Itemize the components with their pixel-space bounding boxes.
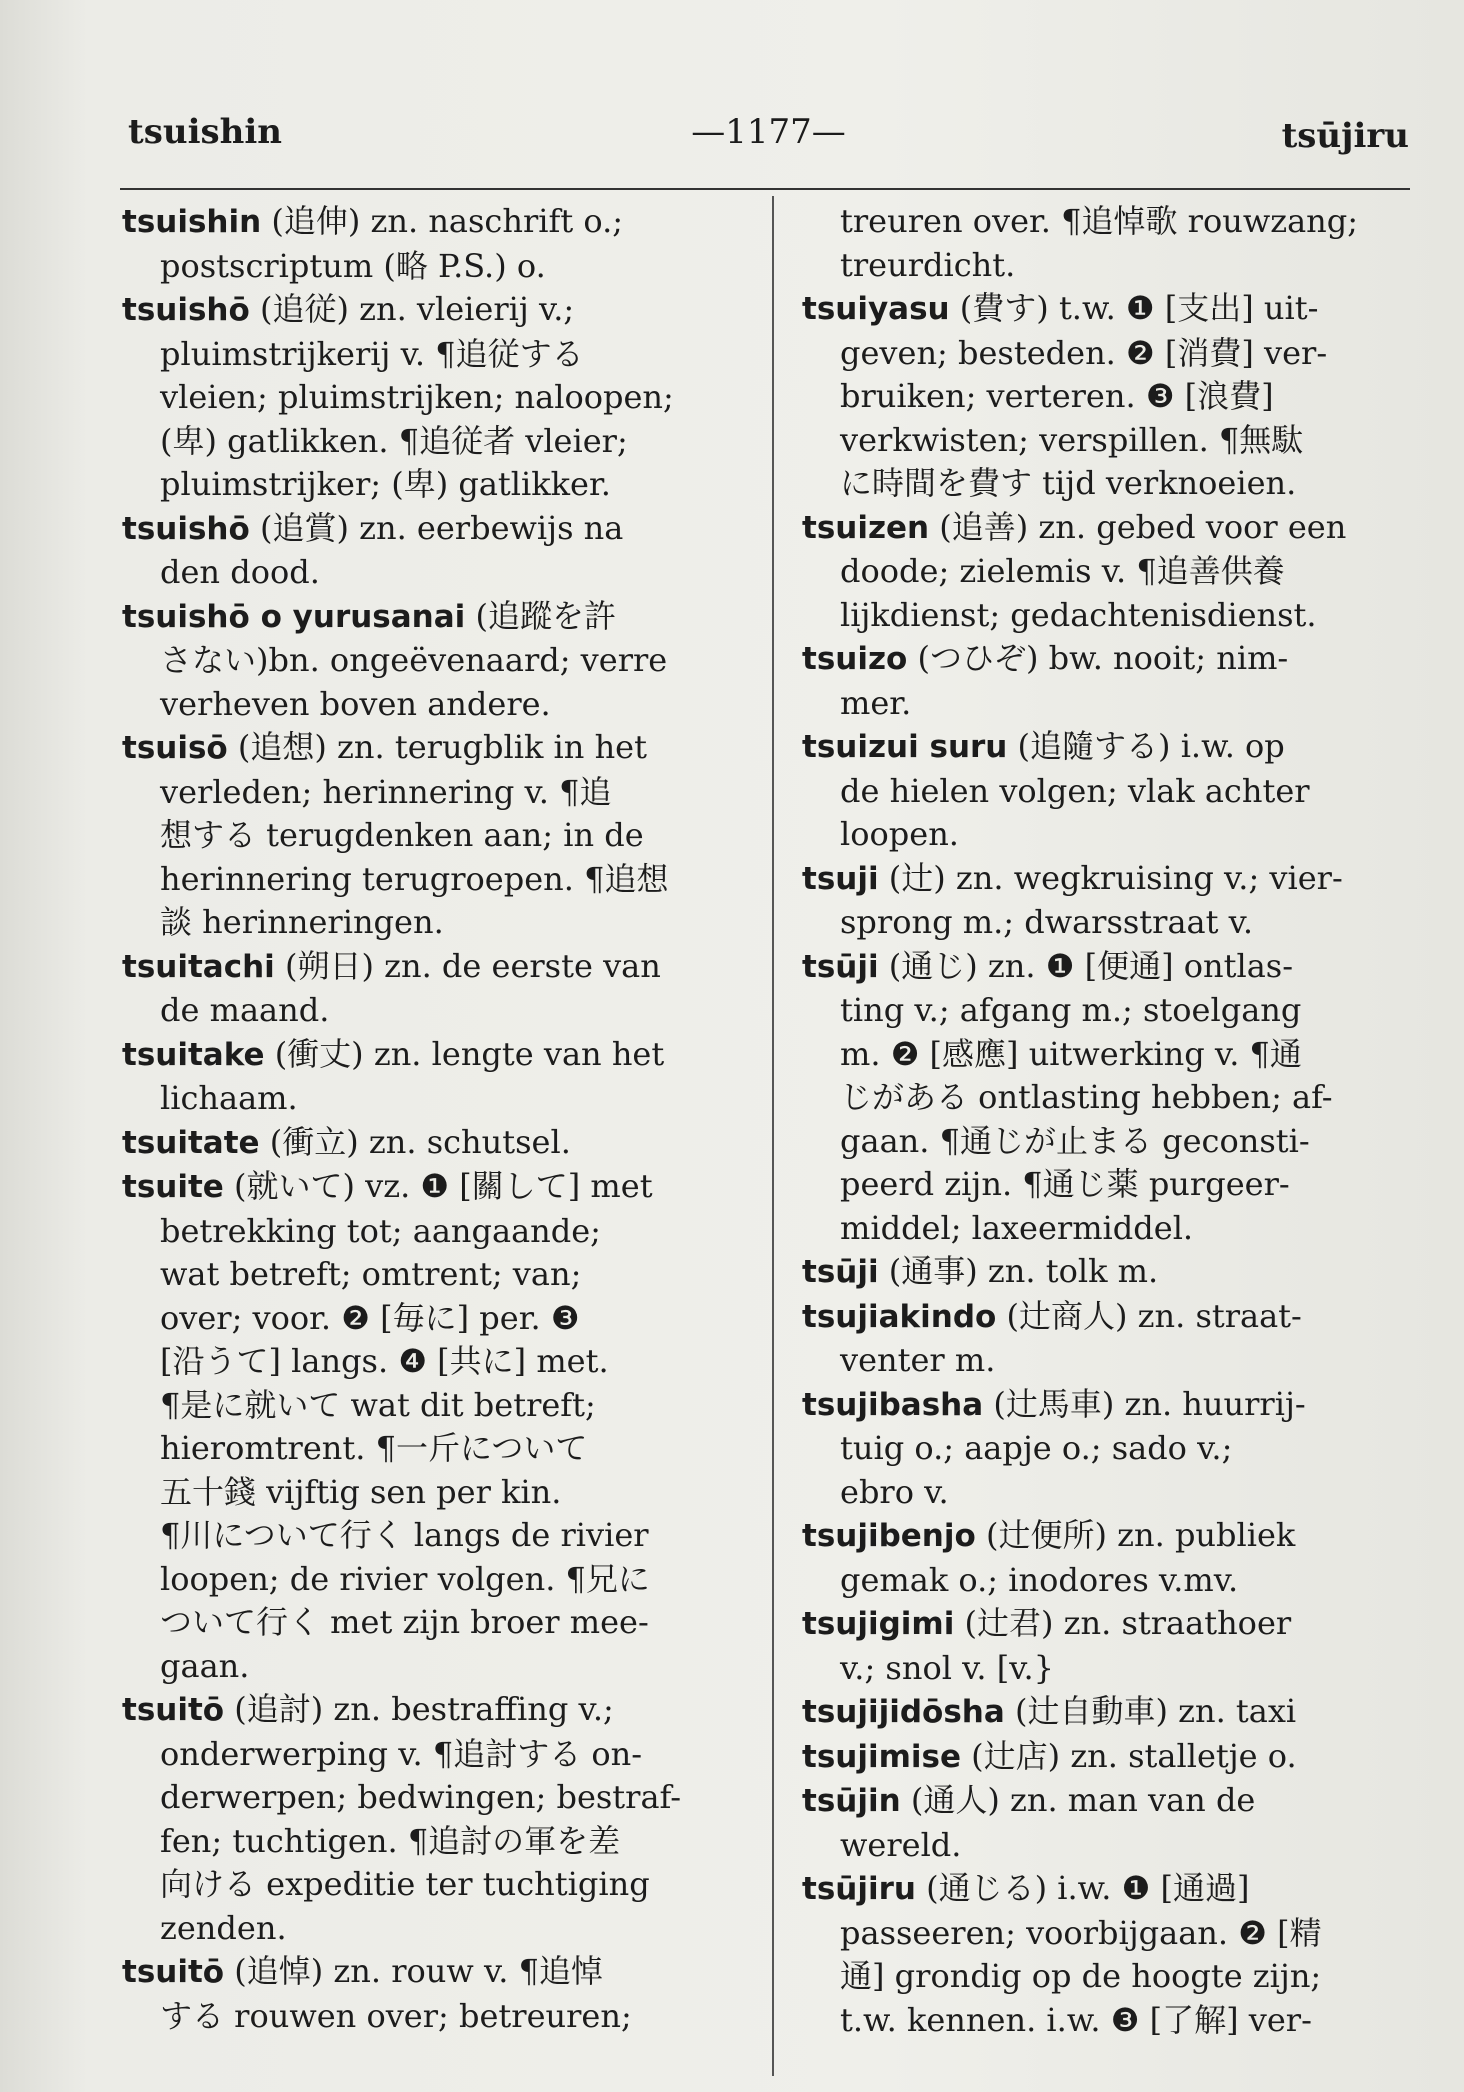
entry-line (122, 1340, 748, 1384)
definition-text: vleien; pluimstrijken; naloopen; (160, 378, 674, 416)
headword: tsuishō (122, 510, 250, 547)
entry-line (802, 1647, 1426, 1691)
entry-line (122, 1820, 748, 1864)
dictionary-entry (802, 1602, 1426, 1690)
dictionary-entry (802, 287, 1426, 506)
dictionary-entry (122, 1165, 748, 1688)
entry-line (802, 375, 1426, 419)
entry-line (802, 1779, 1426, 1824)
right-column (802, 200, 1426, 2042)
definition-text: m. ❷ [感應] uitwerking v. ¶通 (840, 1034, 1302, 1073)
dictionary-entry (122, 595, 748, 727)
entry-line (802, 1602, 1426, 1647)
entry-line (122, 463, 748, 507)
entry-line (802, 594, 1426, 638)
definition-text: ¶是に就いて wat dit betreft; (160, 1385, 596, 1424)
definition-text: (就いて) vz. ❶ [關して] met (233, 1167, 653, 1205)
headword: tsujibenjo (802, 1518, 976, 1554)
definition-text: den dood. (160, 553, 320, 591)
definition-text: doode; zielemis v. ¶追善供養 (840, 552, 1285, 590)
entry-line (802, 1427, 1426, 1471)
dictionary-entry (122, 507, 748, 595)
entry-line (122, 1210, 748, 1254)
definition-text: pluimstrijkerij v. ¶追従する (160, 334, 584, 373)
definition-text: (辻馬車) zn. huurrij- (993, 1384, 1306, 1423)
entry-line (122, 1033, 748, 1078)
definition-text: zenden. (160, 1908, 287, 1947)
dictionary-entry (802, 1383, 1426, 1515)
definition-text: de maand. (160, 991, 330, 1029)
definition-text: (衝立) zn. schutsel. (269, 1122, 571, 1161)
definition-text: (追従) zn. vleierij v.; (259, 290, 575, 328)
headword: tsujijidōsha (802, 1694, 1005, 1730)
column-divider (772, 196, 774, 2076)
entry-line (802, 332, 1426, 376)
definition-text: (通じる) i.w. ❶ [通過] (926, 1869, 1250, 1907)
definition-text: (追隨する) i.w. op (1017, 727, 1285, 765)
dictionary-entry (802, 1514, 1426, 1602)
definition-text: sprong m.; dwarsstraat v. (840, 903, 1254, 941)
entry-line (802, 419, 1426, 463)
entry-line (802, 287, 1426, 332)
definition-text: 五十錢 vijftig sen per kin. (160, 1472, 562, 1511)
dictionary-entry (122, 726, 748, 945)
definition-text: (つひぞ) bw. nooit; nim- (917, 639, 1289, 677)
entry-line (122, 200, 748, 245)
dictionary-entry (802, 857, 1426, 945)
headword: tsujigimi (802, 1606, 955, 1642)
entry-line (802, 1999, 1426, 2043)
definition-text: (通じ) zn. ❶ [便通] ontlas- (888, 946, 1294, 985)
definition-text: de hielen volgen; vlak achter (840, 771, 1310, 810)
definition-text: verheven boven andere. (160, 684, 551, 723)
dictionary-entry (802, 1690, 1426, 1735)
definition-text: (辻) zn. wegkruising v.; vier- (888, 858, 1343, 897)
definition-text: geven; besteden. ❷ [消費] ver- (840, 333, 1328, 372)
definition-text: (朔日) zn. de eerste van (284, 946, 661, 985)
page-number: —1177— (691, 112, 846, 152)
entry-line (802, 989, 1426, 1033)
headword: tsuishō (122, 292, 250, 328)
entry-line (802, 637, 1426, 682)
definition-text: fen; tuchtigen. ¶追討の軍を差 (160, 1821, 621, 1860)
headword: tsuitō (122, 1954, 225, 1990)
definition-text: derwerpen; bedwingen; bestraf- (160, 1778, 682, 1816)
definition-text: middel; laxeermiddel. (840, 1208, 1194, 1247)
definition-text: (辻商人) zn. straat- (1006, 1296, 1302, 1335)
entry-line (122, 1077, 748, 1121)
running-head (128, 112, 1409, 162)
entry-line (802, 1163, 1426, 1207)
definition-text: lijkdienst; gedachtenisdienst. (840, 595, 1317, 634)
entry-line (802, 1912, 1426, 1956)
definition-text: (追善) zn. gebed voor een (939, 507, 1347, 546)
entry-line (802, 770, 1426, 814)
definition-text: betrekking tot; aangaande; (160, 1211, 601, 1250)
headword: tsūji (802, 1254, 879, 1290)
entry-line (122, 1384, 748, 1428)
entry-line (802, 1339, 1426, 1383)
headword: tsūji (802, 948, 879, 985)
dictionary-entry (802, 637, 1426, 725)
entry-line (122, 639, 748, 683)
definition-text: gemak o.; inodores v.mv. (840, 1560, 1239, 1599)
definition-text: (辻自動車) zn. taxi (1014, 1692, 1297, 1730)
left-column (122, 200, 748, 2038)
definition-text: (追討) zn. bestraffing v.; (234, 1690, 614, 1728)
definition-text: gaan. ¶通じが止まる geconsti- (840, 1121, 1310, 1160)
definition-text: ¶川について行く langs de rivier (160, 1516, 649, 1554)
entry-line (802, 1514, 1426, 1559)
headword: tsuizen (802, 509, 930, 546)
definition-text: gaan. (160, 1646, 250, 1685)
entry-line (802, 1076, 1426, 1120)
entry-line (122, 989, 748, 1033)
headword: tsuitake (122, 1036, 265, 1073)
entry-line (122, 1471, 748, 1515)
definition-text: v.; snol v. [v.} (840, 1648, 1055, 1687)
entry-line (122, 683, 748, 727)
definition-text: ついて行く met zijn broer mee- (160, 1603, 649, 1641)
definition-text: ting v.; afgang m.; stoelgang (840, 991, 1302, 1029)
entry-line (802, 1250, 1426, 1295)
headword: tsuishin (122, 204, 262, 240)
entry-line (802, 244, 1426, 288)
definition-text: ebro v. (840, 1472, 949, 1511)
headword: tsuitate (122, 1124, 260, 1161)
headword: tsuisō (122, 730, 228, 766)
definition-text: (辻君) zn. straathoer (964, 1604, 1292, 1642)
entry-line (122, 507, 748, 552)
entry-line (122, 551, 748, 595)
definition-text: mer. (840, 683, 912, 722)
definition-text: さない)bn. ongeëvenaard; verre (160, 641, 668, 679)
definition-text: bruiken; verteren. ❸ [浪費] (840, 377, 1274, 415)
dictionary-entry (122, 1033, 748, 1121)
definition-text: peerd zijn. ¶通じ薬 purgeer- (840, 1165, 1290, 1203)
entry-line (122, 1297, 748, 1341)
entry-line (122, 945, 748, 990)
entry-line (122, 771, 748, 815)
definition-text: verkwisten; verspillen. ¶無駄 (840, 420, 1304, 459)
definition-text: t.w. kennen. i.w. ❸ [了解] ver- (840, 2000, 1312, 2039)
definition-text: lichaam. (160, 1079, 298, 1117)
entry-line (122, 1427, 748, 1471)
definition-text: verleden; herinnering v. ¶追 (160, 772, 612, 811)
dictionary-entry (122, 1121, 748, 1166)
dictionary-entry (122, 288, 748, 507)
definition-text: venter m. (840, 1341, 996, 1379)
definition-text: onderwerping v. ¶追討する on- (160, 1734, 643, 1773)
entry-line (122, 245, 748, 289)
definition-text: (追賞) zn. eerbewijs na (259, 508, 624, 547)
headword: tsūjin (802, 1783, 901, 1819)
entry-line (802, 1735, 1426, 1780)
entry-line (802, 945, 1426, 990)
dictionary-entry (802, 200, 1426, 287)
definition-text: (費す) t.w. ❶ [支出] uit- (959, 289, 1319, 327)
headword: tsujiakindo (802, 1298, 997, 1335)
definition-text: over; voor. ❷ [毎に] per. ❸ (160, 1298, 580, 1337)
entry-line (122, 1733, 748, 1777)
entry-line (122, 376, 748, 420)
header-rule (120, 188, 1410, 190)
entry-line (802, 200, 1426, 244)
dictionary-entry (802, 1779, 1426, 1867)
entry-line (802, 725, 1426, 770)
definition-text: pluimstrijker; (卑) gatlikker. (160, 465, 611, 503)
dictionary-entry (122, 1950, 748, 2038)
entry-line (122, 333, 748, 377)
entry-line (802, 1824, 1426, 1868)
entry-line (122, 726, 748, 771)
dictionary-entry (802, 1867, 1426, 2042)
entry-line (122, 814, 748, 858)
definition-text: (辻便所) zn. publiek (985, 1516, 1296, 1554)
entry-line (122, 420, 748, 464)
entry-line (802, 506, 1426, 551)
definition-text: (追想) zn. terugblik in het (237, 728, 647, 766)
entry-line (802, 857, 1426, 902)
entry-line (122, 901, 748, 945)
definition-text: loopen. (840, 815, 959, 853)
definition-text: に時間を費す tijd verknoeien. (840, 464, 1297, 502)
headword: tsūjiru (802, 1871, 916, 1907)
headword: tsuishō o yurusanai (122, 598, 466, 635)
entry-line (122, 1688, 748, 1733)
headword: tsuite (122, 1169, 224, 1205)
definition-text: wat betreft; omtrent; van; (160, 1255, 582, 1293)
entry-line (122, 595, 748, 640)
entry-line (802, 1690, 1426, 1735)
entry-line (122, 1645, 748, 1689)
dictionary-entry (802, 506, 1426, 638)
dictionary-entry (122, 1688, 748, 1950)
definition-text: loopen; de rivier volgen. ¶兄に (160, 1559, 650, 1598)
entry-line (802, 1207, 1426, 1251)
dictionary-entry (802, 1735, 1426, 1780)
definition-text: (通人) zn. man van de (910, 1781, 1256, 1819)
definition-text: passeeren; voorbijgaan. ❷ [精 (840, 1913, 1322, 1952)
entry-line (802, 1383, 1426, 1428)
definition-text: 想する terugdenken aan; in de (160, 816, 644, 854)
dictionary-entry (122, 945, 748, 1033)
entry-line (122, 1950, 748, 1995)
entry-line (122, 1601, 748, 1645)
definition-text: 通] grondig op de hoogte zijn; (840, 1957, 1322, 1995)
dictionary-entry (122, 200, 748, 288)
definition-text: (辻店) zn. stalletje o. (971, 1736, 1297, 1775)
definition-text: wereld. (840, 1825, 962, 1864)
entry-line (122, 288, 748, 333)
entry-line (122, 1907, 748, 1951)
definition-text: (追蹤を許 (475, 596, 616, 635)
headword: tsuitachi (122, 948, 275, 985)
definition-text: hieromtrent. ¶一斤について (160, 1429, 588, 1467)
entry-line (122, 1558, 748, 1602)
definition-text: treuren over. ¶追悼歌 rouwzang; (840, 202, 1359, 240)
entry-line (802, 1295, 1426, 1340)
entry-line (802, 1120, 1426, 1164)
entry-line (122, 858, 748, 902)
definition-text: (追伸) zn. naschrift o.; (271, 202, 624, 240)
dictionary-entry (802, 1295, 1426, 1383)
entry-line (802, 462, 1426, 506)
definition-text: treurdicht. (840, 245, 1016, 284)
entry-line (802, 1033, 1426, 1077)
entry-line (122, 1121, 748, 1166)
entry-line (122, 1514, 748, 1558)
entry-line (802, 1955, 1426, 1999)
entry-line (802, 550, 1426, 594)
definition-text: 談 herinneringen. (160, 903, 444, 941)
headword: tsuji (802, 860, 879, 897)
definition-text: tuig o.; aapje o.; sado v.; (840, 1429, 1233, 1467)
definition-text: (追悼) zn. rouw v. ¶追悼 (234, 1952, 603, 1990)
definition-text: postscriptum (略 P.S.) o. (160, 246, 546, 285)
dictionary-entry (802, 1250, 1426, 1295)
definition-text: [沿うて] langs. ❹ [共に] met. (160, 1342, 609, 1380)
headword: tsujibasha (802, 1386, 984, 1423)
entry-line (122, 1995, 748, 2039)
dictionary-entry (802, 945, 1426, 1251)
entry-line (802, 901, 1426, 945)
entry-line (122, 1253, 748, 1297)
entry-line (802, 1559, 1426, 1603)
definition-text: する rouwen over; betreuren; (160, 1996, 632, 2035)
headword: tsuitō (122, 1692, 225, 1728)
headword: tsuizui suru (802, 729, 1008, 765)
definition-text: (卑) gatlikken. ¶追従者 vleier; (160, 421, 628, 460)
running-head-left: tsuishin (128, 112, 282, 152)
running-head-right: tsūjiru (1281, 116, 1409, 156)
entry-line (802, 1867, 1426, 1912)
definition-text: (通事) zn. tolk m. (888, 1252, 1159, 1290)
entry-line (802, 813, 1426, 857)
headword: tsuiyasu (802, 291, 950, 327)
entry-line (122, 1776, 748, 1820)
headword: tsujimise (802, 1738, 961, 1775)
definition-text: じがある ontlasting hebben; af- (840, 1078, 1333, 1116)
entry-line (802, 682, 1426, 726)
entry-line (122, 1165, 748, 1210)
definition-text: (衝丈) zn. lengte van het (274, 1034, 665, 1073)
dictionary-entry (802, 725, 1426, 857)
entry-line (802, 1471, 1426, 1515)
definition-text: 向ける expeditie ter tuchtiging (160, 1865, 650, 1903)
headword: tsuizo (802, 641, 908, 677)
definition-text: herinnering terugroepen. ¶追想 (160, 859, 669, 898)
entry-line (122, 1863, 748, 1907)
